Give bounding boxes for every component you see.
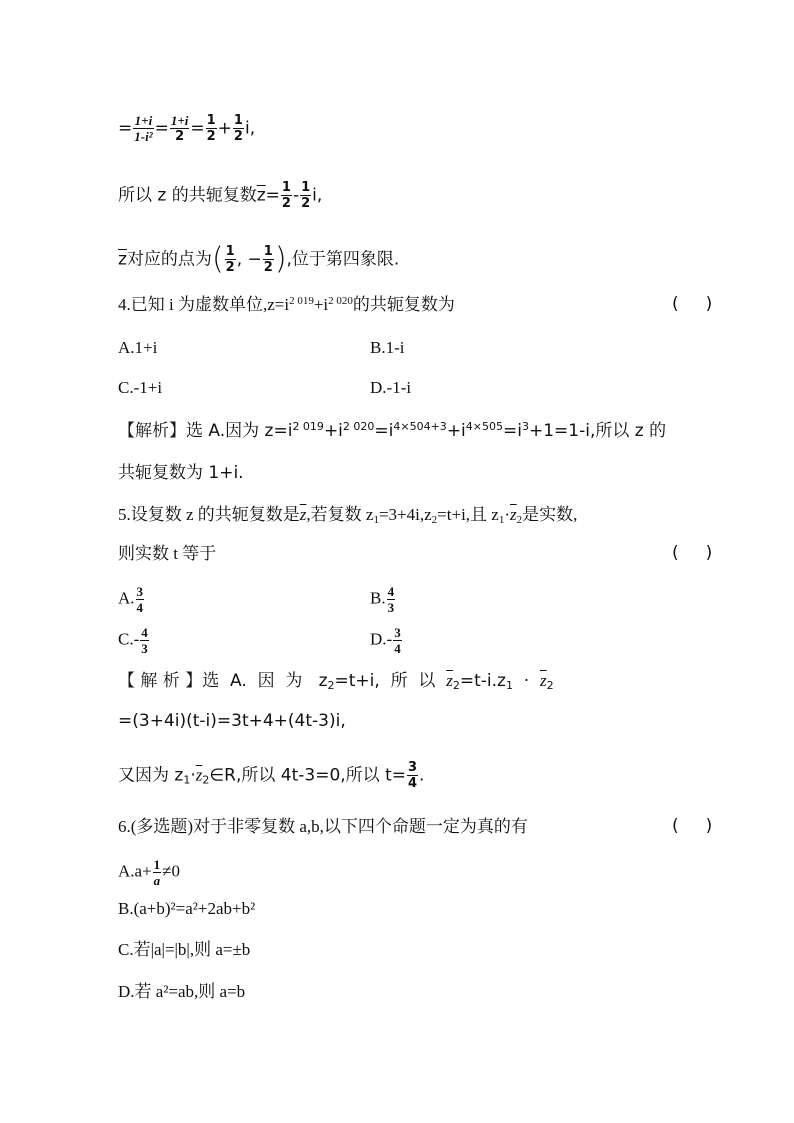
question-4-stem: 4.已知 i 为虚数单位$,z=i^{2 019}+i^{2 020}$的共轭复数为 [118, 295, 455, 314]
fraction: $\frac{1}{2}$ [301, 180, 311, 211]
solution-tag: 【解析】 [118, 421, 186, 441]
conjugate-z: $\overline{z}$ [256, 185, 266, 206]
answer-bracket: ( ) [672, 816, 713, 836]
fraction: $\frac{1}{a}$ [153, 857, 161, 888]
option-b: B. $\frac{4}{3}$ [370, 584, 395, 615]
fraction: $\frac{1}{2}$ [281, 180, 291, 211]
fraction: $\frac{1}{2}$ [225, 244, 235, 275]
fraction: $\frac{1}{2}$ [206, 113, 216, 144]
option-b: B.1-i [370, 338, 405, 357]
fraction: $\frac{3}{4}$ [136, 584, 144, 615]
solution-line-1: = $\frac{1+i}{\text{1-i²}}$ = $\frac{1+i}{2}$ = $\frac{1}{2}$ + $\frac{1}{2}$ i, [118, 113, 256, 144]
fraction: $\frac{1+i}{\text{1-i²}}$ [134, 113, 153, 144]
answer-bracket: ( ) [672, 294, 713, 314]
option-c: C.-1+i [118, 378, 163, 397]
option-b: B.(a+b)²=a²+2ab+b² [118, 899, 256, 918]
fraction: $\frac{4}{3}$ [387, 584, 395, 615]
option-a: A.a+ $\frac{1}{a}$ ≠0 [118, 857, 181, 888]
question-4-solution-line-2: 共轭复数为 1+i. [118, 463, 244, 483]
option-d: D.若 a²=ab,则 a=b [118, 982, 246, 1001]
fraction: $\frac{1+i}{2}$ [170, 113, 189, 144]
solution-line-2: 所以 z 的共轭复数$\overline{z}=$ $\frac{1}{2}$ - $\frac{1}{2}$ i, [118, 180, 323, 211]
fraction: $\frac{3}{4}$ [394, 625, 401, 656]
fraction: $\frac{3}{4}$ [408, 760, 418, 791]
fraction: $\frac{1}{2}$ [233, 113, 243, 144]
question-5-stem-line-2: 则实数 t 等于 [118, 544, 217, 563]
solution-line-3: $\overline{z}$对应的点为( $\frac{1}{2}$ , − $\frac{1}{2}$ ),位于第四象限. [118, 241, 400, 277]
option-a: A.1+i [118, 338, 158, 357]
option-c: C.若|a|=|b|,则 a=±b [118, 940, 251, 959]
fraction: $\frac{1}{2}$ [263, 244, 273, 275]
fraction: $\frac{4}{3}$ [141, 625, 148, 656]
option-d: D.-1-i [370, 378, 412, 397]
question-6-stem: 6.(多选题)对于非零复数 a,b,以下四个命题一定为真的有 [118, 817, 528, 836]
option-c: C.- $\frac{4}{3}$ [118, 625, 148, 656]
question-5-solution-line-2: =(3+4i)(t-i)=3t+4+(4t-3)i, [118, 711, 346, 731]
question-5-solution-line-3: 又因为 $z_1\cdot\overline{z}_2\in R$,所以 4t-3=0,所以 t= $\frac{3}{4}$ . [118, 760, 425, 791]
question-4-solution: 【解析】选 A.因为 $z=i^{2 019}+i^{2 020}=i^{4\times 504+3}+i^{4\times 505}=i^3+1=1-i$,所以 z 的 [118, 420, 667, 441]
option-a: A. $\frac{3}{4}$ [118, 584, 144, 615]
solution-tag: 【 解 析 】 [118, 671, 203, 691]
question-5-solution: 【 解 析 】选 A. 因 为 $z_2=t+i$, 所 以 $\overline{z}_2=t-i.z_1 \cdot \overline{z}_2$ [118, 671, 554, 692]
conjugate-z: $\overline{z}$ [118, 249, 127, 270]
option-d: D.- $\frac{3}{4}$ [370, 625, 401, 656]
answer-bracket: ( ) [672, 543, 713, 563]
question-5-stem: 5.设复数 z 的共轭复数是$\overline{z}$,若复数 $z_1=3+4i,z_2=t+i$,且 $z_1\cdot\overline{z}_2$是实数, [118, 505, 578, 526]
